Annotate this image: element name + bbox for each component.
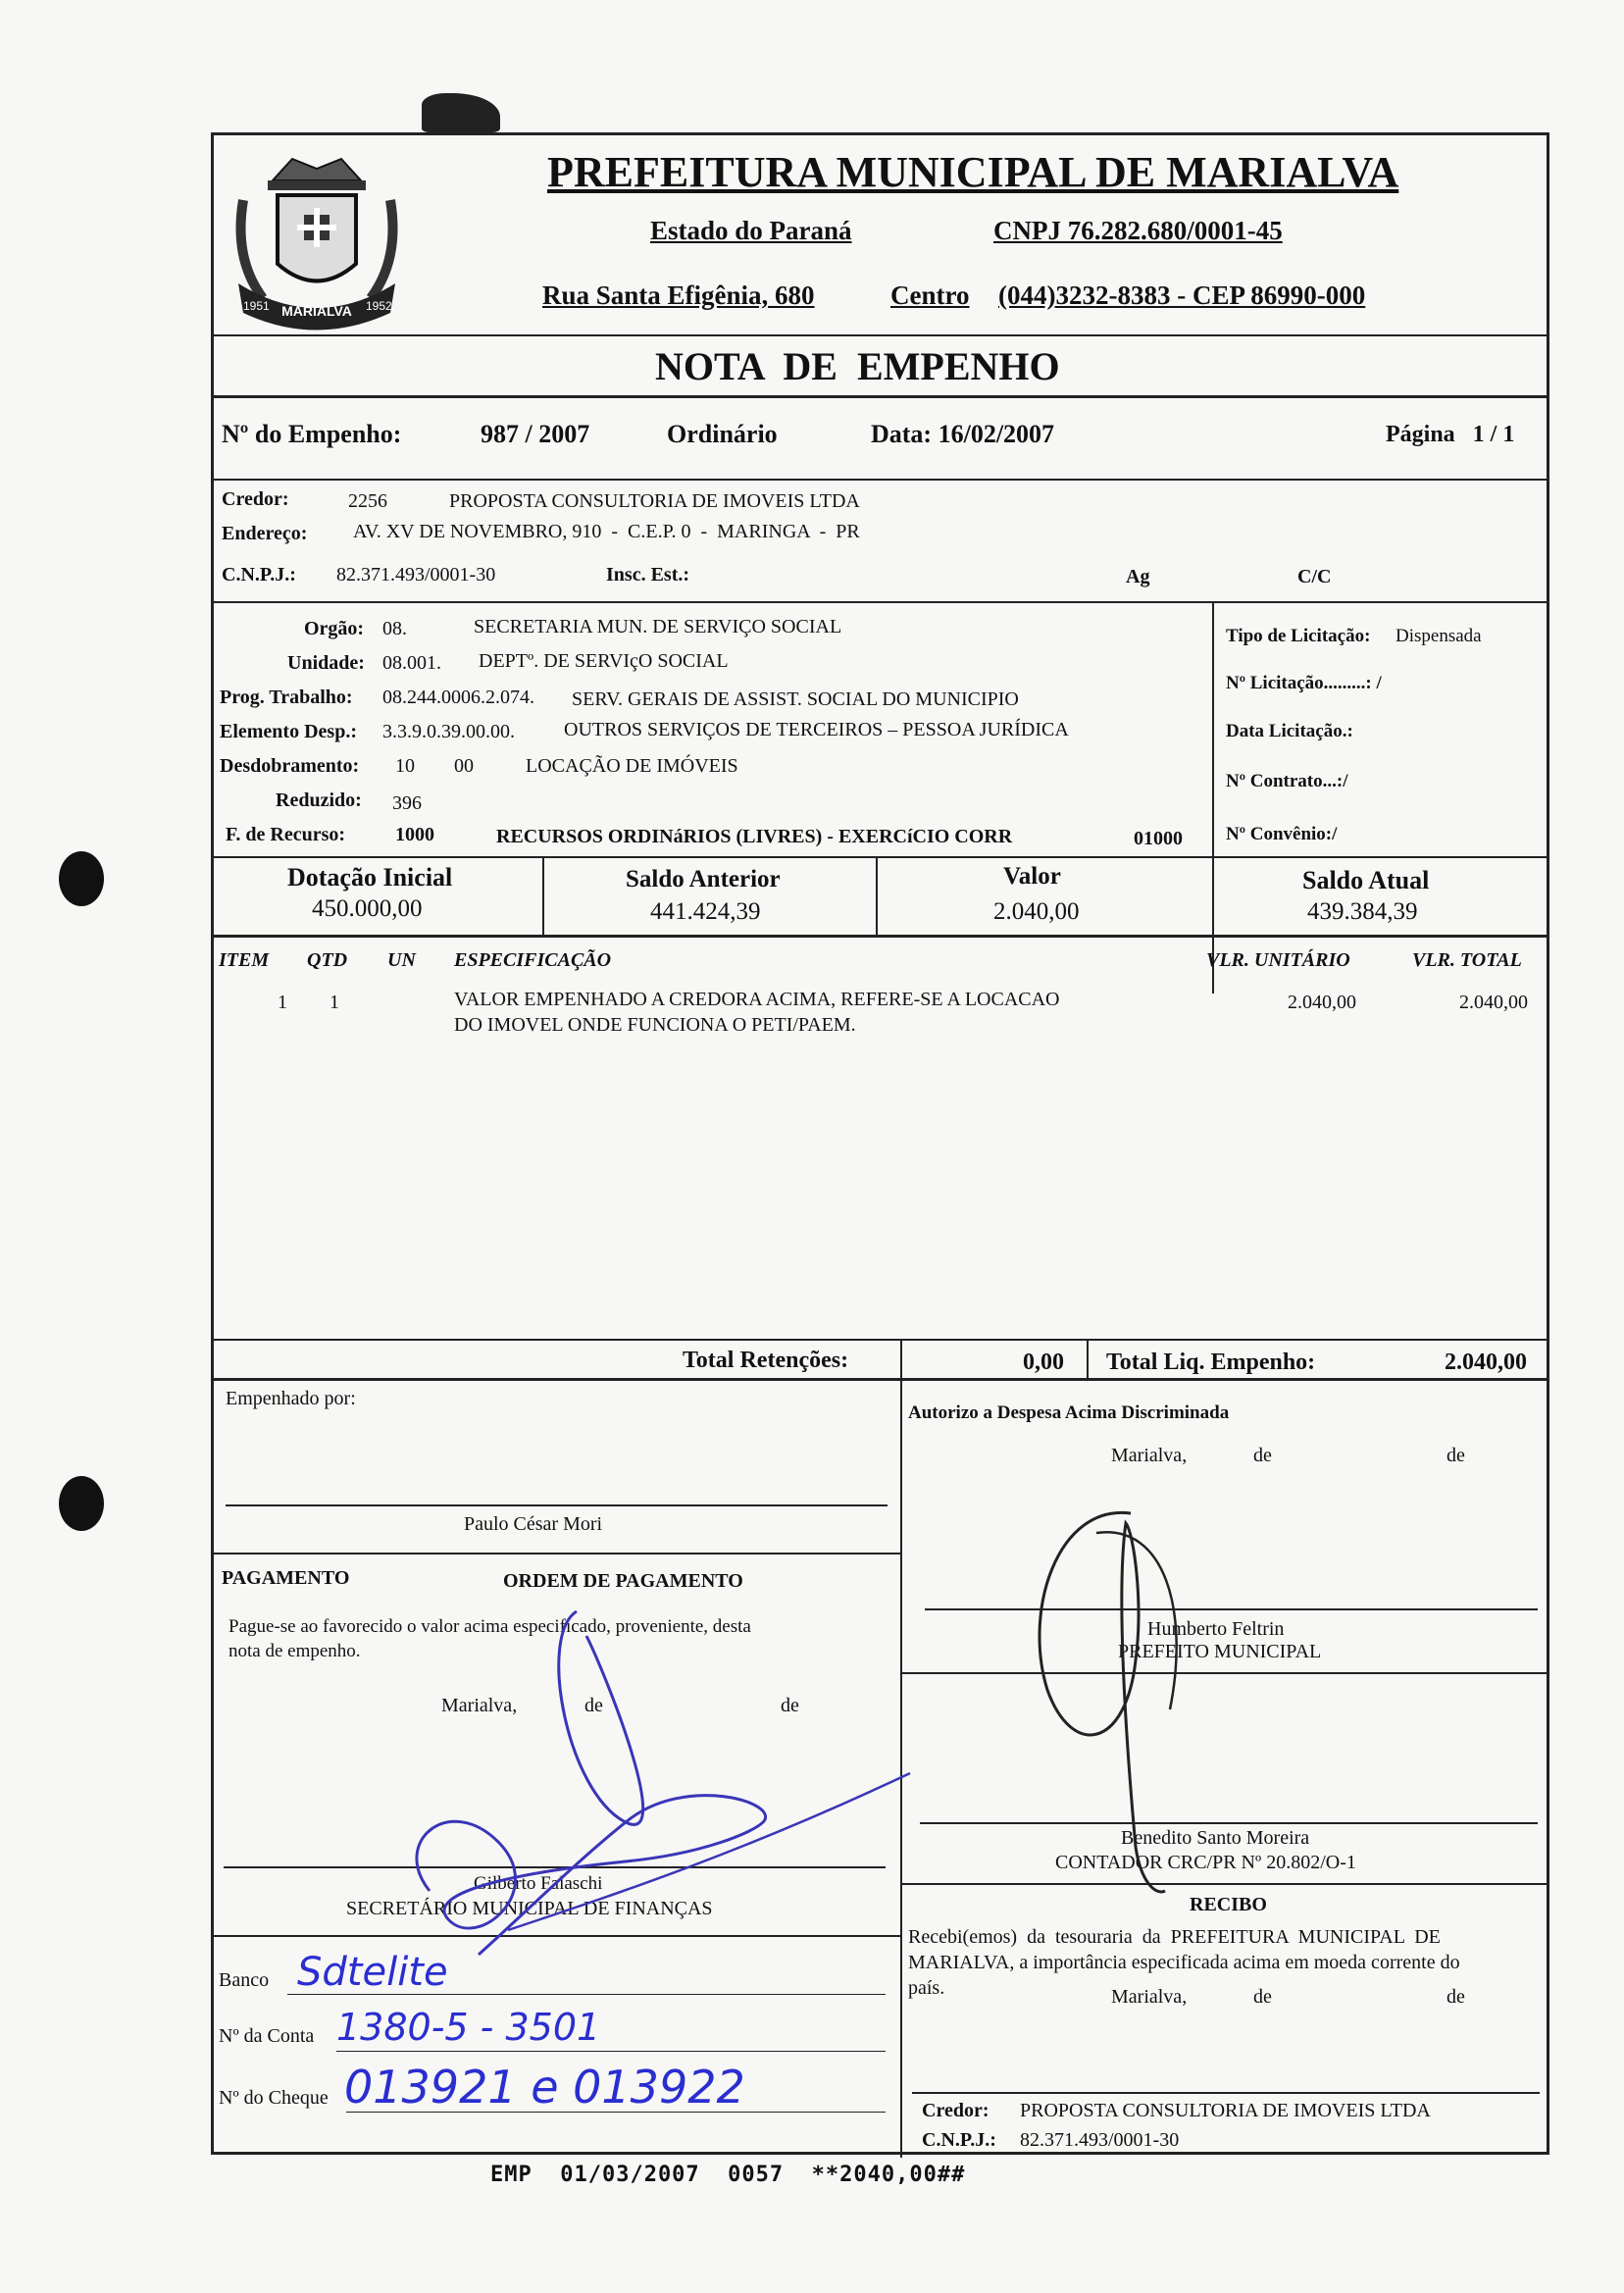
ordem-de-1: de [584,1695,603,1716]
col-spec: ESPECIFICAÇÃO [454,949,612,971]
unidade-code: 08.001. [382,652,441,674]
municipal-crest-icon [224,141,410,337]
reduzido-label: Reduzido: [276,790,362,811]
empenho-date: Data: 16/02/2007 [871,420,1055,448]
cnpj-value: 82.371.493/0001-30 [336,564,496,586]
total-liq-label: Total Liq. Empenho: [1106,1350,1316,1375]
conta-label: Nº da Conta [219,2025,315,2047]
banco-value: Sdtelite [297,1950,448,1995]
header-phone-cep: (044)3232-8383 - CEP 86990-000 [998,280,1366,310]
autorizo-label: Autorizo a Despesa Acima Discriminada [908,1402,1230,1423]
endereco-value: AV. XV DE NOVEMBRO, 910 - C.E.P. 0 - MARINGA - PR [353,521,860,542]
secretario-title: SECRETÁRIO MUNICIPAL DE FINANÇAS [346,1898,713,1919]
document-title: NOTA DE EMPENHO [655,344,1060,388]
header-title: PREFEITURA MUNICIPAL DE MARIALVA [547,148,1399,196]
recurso-label: F. de Recurso: [226,824,346,845]
secretario-signature [331,1597,920,1989]
recibo-de-2: de [1446,1986,1465,2008]
saldo-anterior-value: 441.424,39 [650,898,761,925]
recibo-de-1: de [1253,1986,1272,2008]
dotacao-label: Dotação Inicial [287,863,453,892]
empenho-label: Nº do Empenho: [222,420,402,448]
retencoes-label: Total Retenções: [683,1348,849,1373]
autorizo-de-2: de [1446,1445,1465,1466]
endereco-label: Endereço: [222,523,308,544]
prog-code: 08.244.0006.2.074. [382,687,534,708]
elemento-code: 3.3.9.0.39.00.00. [382,721,515,742]
cnpj-label: C.N.P.J.: [222,564,296,586]
licitacao-number: Nº Licitação.........: / [1226,673,1382,693]
row-unit-value: 2.040,00 [1288,992,1356,1013]
banco-label: Banco [219,1969,270,1991]
tipo-licitacao-label: Tipo de Licitação: [1226,626,1371,646]
cheque-value: 013921 e 013922 [344,2061,745,2114]
binder-hole [59,1476,104,1531]
desdobramento-label: Desdobramento: [220,755,360,777]
desdobramento-b: 00 [454,755,474,777]
header-district: Centro [890,280,970,310]
licitacao-date: Data Licitação.: [1226,721,1353,741]
total-liq-value: 2.040,00 [1445,1350,1527,1375]
recibo-cnpj-label: C.N.P.J.: [922,2129,996,2151]
prog-label: Prog. Trabalho: [220,687,353,708]
ag-label: Ag [1126,566,1150,587]
row-item: 1 [278,992,287,1013]
row-qtd: 1 [330,992,339,1013]
ordem-city: Marialva, [441,1695,518,1716]
reduzido-value: 396 [392,792,422,814]
ordem-text-line1: Pague-se ao favorecido o valor acima especificado, proveniente, desta [228,1616,751,1637]
empenho-type: Ordinário [667,420,778,448]
row-spec-line2: DO IMOVEL ONDE FUNCIONA O PETI/PAEM. [454,1014,856,1036]
recibo-credor-label: Credor: [922,2100,990,2121]
autorizo-de-1: de [1253,1445,1272,1466]
saldo-atual-label: Saldo Atual [1302,866,1430,894]
prefeito-name: Humberto Feltrin [1147,1618,1285,1640]
credor-label: Credor: [222,488,289,510]
recibo-cnpj-value: 82.371.493/0001-30 [1020,2129,1180,2151]
crest-year-right: 1952 [366,299,392,313]
prefeito-signature [1018,1494,1194,1906]
valor-value: 2.040,00 [993,898,1080,925]
col-qtd: QTD [307,949,348,971]
cc-label: C/C [1297,566,1332,587]
empenhado-label: Empenhado por: [226,1388,356,1409]
empenhado-name: Paulo César Mori [464,1513,603,1535]
unidade-label: Unidade: [287,652,365,674]
nota-empenho-form [211,132,1549,2155]
crest-banner-text: MARIALVA [281,303,352,319]
elemento-name: OUTROS SERVIÇOS DE TERCEIROS – PESSOA JURÍDICA [564,719,1069,740]
scan-smudge [422,93,500,132]
valor-label: Valor [1003,863,1061,890]
tipo-licitacao-value: Dispensada [1396,626,1482,646]
recurso-code: 1000 [395,824,434,845]
contador-title: CONTADOR CRC/PR Nº 20.802/O-1 [1055,1852,1356,1873]
recurso-name: RECURSOS ORDINáRIOS (LIVRES) - EXERCíCIO CORR [496,826,1013,847]
header-state: Estado do Paraná [650,216,852,245]
credor-code: 2256 [348,490,387,512]
credor-name: PROPOSTA CONSULTORIA DE IMOVEIS LTDA [449,490,860,512]
crest-year-left: 1951 [243,299,270,313]
recibo-label: RECIBO [1190,1894,1267,1915]
retencoes-value: 0,00 [1023,1350,1064,1375]
dotacao-value: 450.000,00 [312,895,423,922]
desdobramento-name: LOCAÇÃO DE IMÓVEIS [526,755,738,777]
row-spec-line1: VALOR EMPENHADO A CREDORA ACIMA, REFERE-SE A LOCACAO [454,989,1060,1010]
row-total-value: 2.040,00 [1459,992,1528,1013]
ordem-text-line2: nota de empenho. [228,1641,361,1661]
recurso-end: 01000 [1134,828,1183,849]
payment-stamp: EMP 01/03/2007 0057 **2040,00## [490,2163,966,2187]
header-address: Rua Santa Efigênia, 680 [542,280,815,310]
col-total-value: VLR. TOTAL [1412,949,1522,971]
recibo-city: Marialva, [1111,1986,1188,2008]
desdobramento-a: 10 [395,755,415,777]
col-unit-value: VLR. UNITÁRIO [1206,949,1350,971]
empenho-number: 987 / 2007 [481,420,590,448]
header-cnpj: CNPJ 76.282.680/0001-45 [993,216,1283,245]
ordem-de-2: de [781,1695,799,1716]
prog-name: SERV. GERAIS DE ASSIST. SOCIAL DO MUNICIPIO [572,688,1019,710]
insc-label: Insc. Est.: [606,564,690,586]
saldo-anterior-label: Saldo Anterior [626,866,781,892]
orgao-name: SECRETARIA MUN. DE SERVIÇO SOCIAL [474,616,842,637]
saldo-atual-value: 439.384,39 [1307,898,1418,925]
orgao-label: Orgão: [304,618,365,639]
conta-value: 1380-5 - 3501 [336,2006,601,2049]
prefeito-title: PREFEITO MUNICIPAL [1118,1641,1322,1662]
secretario-name: Gilberto Falaschi [474,1873,603,1894]
col-item: ITEM [219,949,270,971]
empenho-page: Página 1 / 1 [1386,422,1515,447]
binder-hole [59,851,104,906]
contrato-number: Nº Contrato...:/ [1226,771,1348,791]
ordem-pagamento-label: ORDEM DE PAGAMENTO [503,1570,743,1592]
cheque-label: Nº do Cheque [219,2087,329,2109]
recibo-credor-name: PROPOSTA CONSULTORIA DE IMOVEIS LTDA [1020,2100,1431,2121]
recibo-text-line2: MARIALVA, a importância especificada acima em moeda corrente do [908,1952,1460,1973]
contador-name: Benedito Santo Moreira [1121,1827,1310,1849]
col-un: UN [387,949,416,971]
convenio-number: Nº Convênio:/ [1226,824,1338,844]
autorizo-city: Marialva, [1111,1445,1188,1466]
pagamento-label: PAGAMENTO [222,1567,350,1589]
unidade-name: DEPTº. DE SERVIçO SOCIAL [479,650,729,672]
orgao-code: 08. [382,618,407,639]
recibo-text-line3: país. [908,1977,945,1999]
elemento-label: Elemento Desp.: [220,721,357,742]
recibo-text-line1: Recebi(emos) da tesouraria da PREFEITURA MUNICIPAL DE [908,1926,1441,1948]
